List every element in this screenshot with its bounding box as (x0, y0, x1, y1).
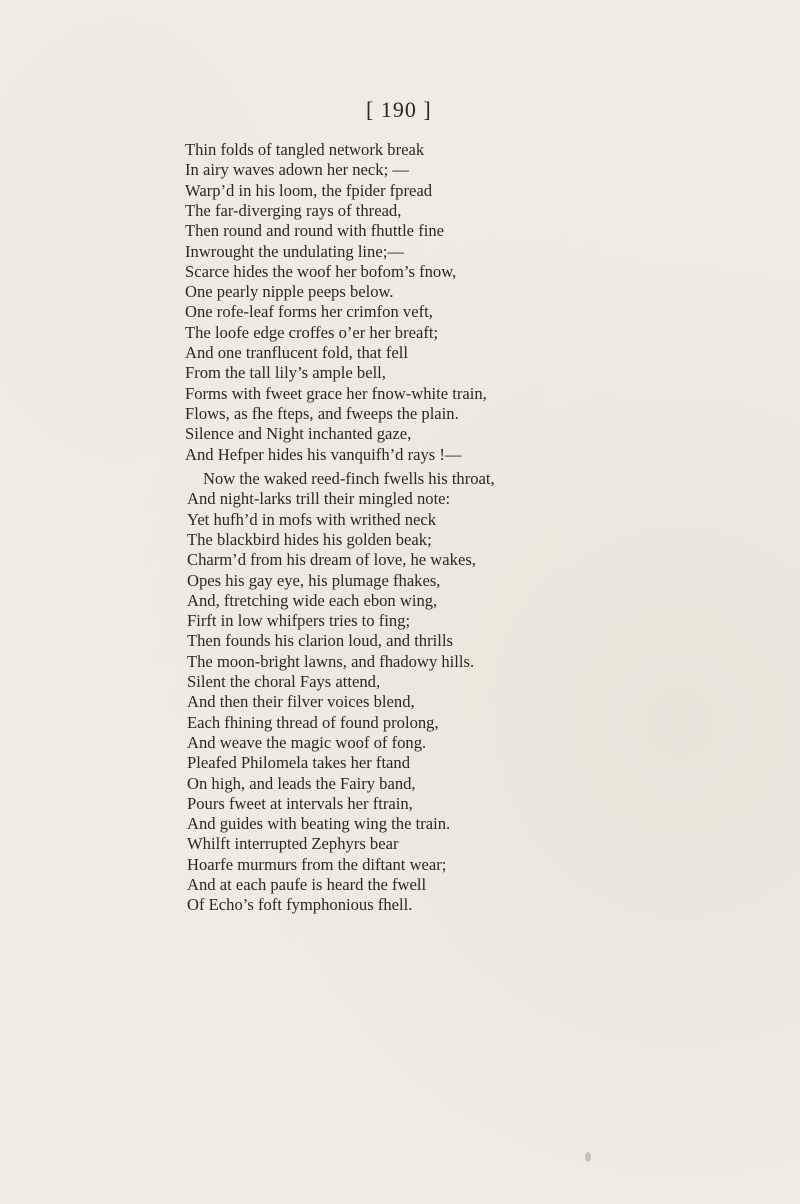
poem-line: The loofe edge croffes o’er her breaft; (185, 322, 439, 342)
poem-line: Thin folds of tangled network break (185, 140, 425, 159)
paper-spot (585, 1152, 591, 1162)
poem-line: Whilft interrupted Zephyrs bear (187, 834, 399, 854)
poem-line: And at each paufe is heard the fwell (187, 875, 427, 894)
poem-line: Opes his gay eye, his plumage fhakes, (187, 570, 441, 590)
poem-line: Pours fweet at intervals her ftrain, (187, 793, 413, 813)
poem-line: Silent the choral Fays attend, (187, 672, 381, 691)
poem-line: And Hefper hides his vanquifh’d rays !— (185, 444, 462, 464)
poem-line: And one tranflucent fold, that fell (185, 343, 409, 362)
poem-line: The blackbird hides his golden beak; (187, 529, 432, 549)
poem-line: Charm’d from his dream of love, he wakes, (187, 550, 476, 570)
poem-line: And night-larks trill their mingled note: (187, 489, 451, 509)
poem-line: In airy waves adown her neck; — (185, 160, 409, 180)
poem-line: Pleafed Philomela takes her ftand (187, 753, 411, 773)
page-number: [ 190 ] (366, 97, 432, 122)
poem-line: One pearly nipple peeps below. (185, 282, 394, 302)
poem-line: From the tall lily’s ample bell, (185, 363, 386, 383)
poem-line: And then their filver voices blend, (187, 692, 415, 712)
poem-line: Firft in low whifpers tries to fing; (187, 611, 411, 631)
poem-line: Hoarfe murmurs from the diftant wear; (187, 854, 447, 874)
poem-line: Flows, as fhe fteps, and fweeps the plain. (185, 403, 459, 423)
poem-line: On high, and leads the Fairy band, (187, 773, 416, 793)
poem-line: And, ftretching wide each ebon wing, (187, 590, 438, 610)
poem-line: Scarce hides the woof her bofom’s fnow, (185, 261, 457, 281)
poem-line: Warp’d in his loom, the fpider fpread (185, 180, 433, 200)
poem-line: Then founds his clarion loud, and thrills (187, 631, 453, 651)
poem-line: One rofe-leaf forms her crimfon veft, (185, 302, 433, 322)
poem-line: The far-diverging rays of thread, (185, 200, 402, 220)
poem-line: Forms with fweet grace her fnow-white train, (185, 383, 487, 403)
poem-line: Inwrought the undulating line;— (185, 241, 404, 261)
poem-line: And guides with beating wing the train. (187, 814, 451, 834)
poem-line: Silence and Night inchanted gaze, (185, 424, 412, 444)
poem-line: Of Echo’s foft fymphonious fhell. (187, 895, 413, 915)
poem-line: And weave the magic woof of fong. (187, 732, 427, 752)
poem-line: The moon-bright lawns, and fhadowy hills. (187, 651, 475, 671)
poem-line: Yet hufh’d in mofs with writhed neck (187, 509, 437, 529)
poem-line: Now the waked reed-finch fwells his throat, (203, 469, 495, 488)
poem-line: Each fhining thread of found prolong, (187, 712, 439, 732)
poem-line: Then round and round with fhuttle fine (185, 221, 444, 241)
